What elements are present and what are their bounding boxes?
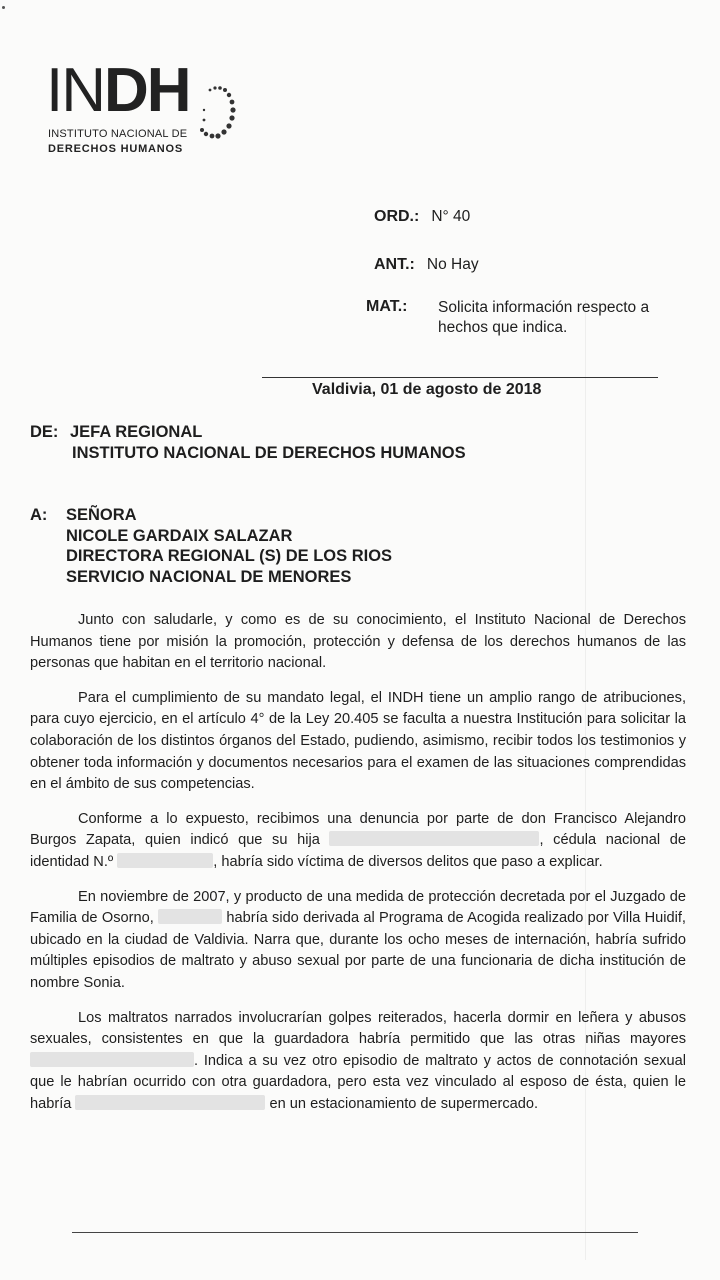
sender-line-2: INSTITUTO NACIONAL DE DERECHOS HUMANOS — [72, 444, 466, 462]
paragraph-5: Los maltratos narrados involucrarían golpes reiterados, hacerla dormir en leñera y abusos sexuales, consistentes en que la guardadora habría permitido que las otras niñas mayores . Indica a su vez otro episodio de maltrato y actos de connotación sexual que le habrían ocurrido con otra guardadora, pero esta vez vinculado al esposo de ésta, quien le habría en un estacionamiento de supermercado. — [30, 1009, 686, 1112]
ord-field — [374, 208, 470, 226]
scan-speck — [2, 6, 5, 9]
redacted-text — [30, 1052, 194, 1067]
logo-dots-icon — [196, 80, 246, 160]
logo-line-1: INSTITUTO NACIONAL DE — [48, 128, 188, 140]
sender-line-1: JEFA REGIONAL — [70, 423, 203, 441]
redacted-text — [75, 1095, 265, 1110]
logo-wordmark: INDH — [46, 56, 190, 125]
recipient-block — [30, 505, 392, 587]
mat-label: MAT.: — [366, 298, 408, 315]
paragraph-4: En noviembre de 2007, y producto de una medida de protección decretada por el Juzgado de Familia de Osorno, habría sido derivada al Programa de Acogida realizado por Villa Huidif, ubicado en la ciudad de Valdivia. Narra que, durante los ocho meses de internación, habría sufrido múltiples episodios de maltrato y abuso sexual por parte de una funcionaria de dicha institución de nombre Sonia. — [30, 888, 686, 991]
sender-label: DE: — [30, 423, 59, 441]
recipient-line-3: DIRECTORA REGIONAL (S) DE LOS RIOS — [66, 547, 393, 565]
paragraph-2: Para el cumplimiento de su mandato legal, el INDH tiene un amplio rango de atribuciones, para cuyo ejercicio, en el artículo 4° de la Ley 20.405 se faculta a nuestra Institución para solicitar la colaboración de los distintos órganos del Estado, pudiendo, asimismo, recibir todos los testimonios y obtener toda información y documentos necesarios para el examen de las situaciones comprendidas en el ámbito de sus competencias. — [30, 689, 686, 793]
redacted-name — [329, 831, 539, 846]
sender-block — [30, 422, 466, 464]
recipient-label: A: — [30, 506, 48, 524]
ant-field — [374, 256, 479, 274]
paragraph-1: Junto con saludarle, y como es de su conocimiento, el Instituto Nacional de Derechos Humanos tiene por misión la promoción, protección y defensa de los derechos humanos de las personas que habitan en el territorio nacional. — [30, 612, 686, 672]
ant-value: No Hay — [426, 256, 479, 273]
mat-value: Solicita información respecto a hechos que indica. — [438, 299, 650, 336]
recipient-line-2: NICOLE GARDAIX SALAZAR — [66, 526, 293, 545]
letter-body — [30, 610, 686, 1128]
recipient-line-4: SERVICIO NACIONAL DE MENORES — [66, 567, 352, 586]
dateline: Valdivia, 01 de agosto de 2018 — [312, 381, 542, 398]
redacted-name — [158, 909, 222, 924]
footer-divider — [72, 1232, 638, 1233]
paragraph-3: Conforme a lo expuesto, recibimos una denuncia por parte de don Francisco Alejandro Burgos Zapata, quien indicó que su hija , cédula nacional de identidad N.º , habría sido víctima de diversos delitos que paso a explicar. — [30, 810, 687, 870]
recipient-line-1: SEÑORA — [66, 506, 137, 524]
header-divider — [262, 377, 658, 378]
ord-label: ORD.: — [374, 208, 420, 225]
ord-value: N° 40 — [431, 208, 471, 225]
logo-line-2: DERECHOS HUMANOS — [48, 143, 184, 155]
indh-logo — [46, 56, 246, 160]
mat-field — [366, 298, 407, 316]
redacted-id — [117, 853, 213, 868]
ant-label: ANT.: — [374, 256, 415, 273]
